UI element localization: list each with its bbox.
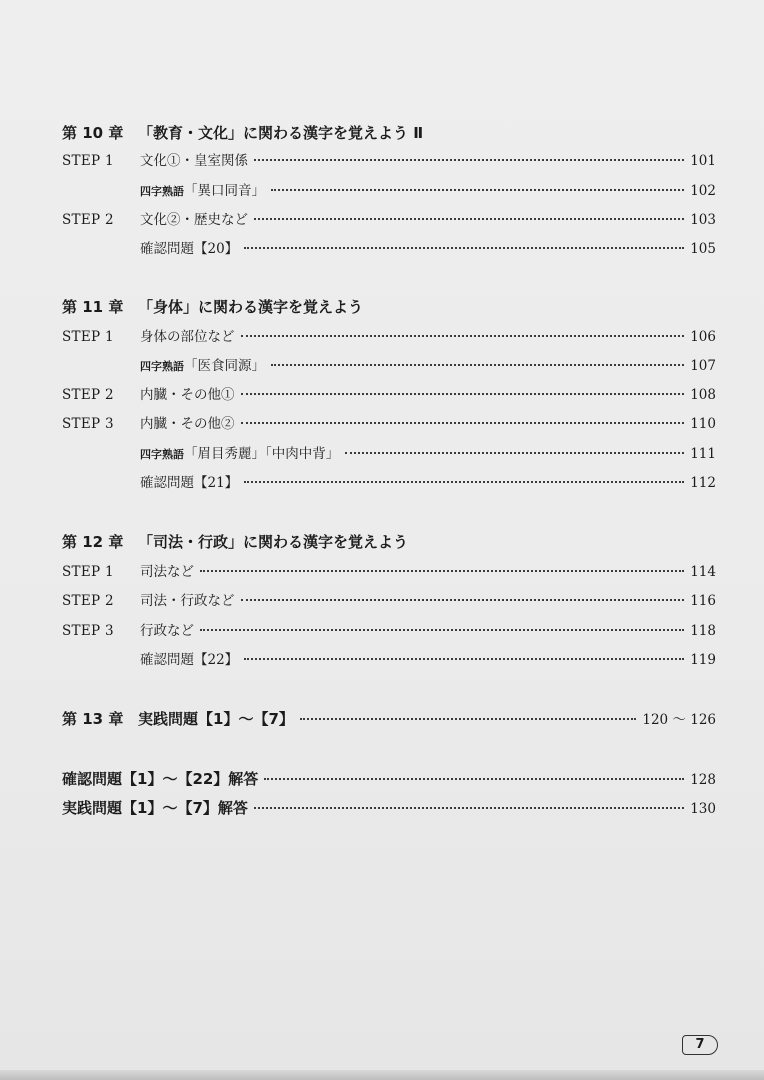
yojijukugo-tag: 四字熟語 — [140, 185, 184, 198]
step-label: STEP 3 — [62, 623, 114, 639]
entry-title: 文化①・皇室関係 — [140, 153, 248, 169]
page-number: 112 — [690, 475, 716, 491]
dot-leader — [241, 422, 685, 424]
entry-title: 司法など — [140, 564, 194, 580]
dot-leader — [254, 807, 684, 809]
toc-entry[interactable] — [62, 472, 716, 494]
chapter-title: 「教育・文化」に関わる漢字を覚えよう Ⅱ — [138, 124, 424, 142]
toc-entry[interactable] — [62, 443, 716, 465]
page-number: 108 — [690, 387, 716, 403]
toc-entry[interactable] — [62, 238, 716, 260]
answers-entry[interactable] — [62, 796, 716, 820]
page-number: 102 — [690, 183, 716, 199]
step-label: STEP 2 — [62, 387, 114, 403]
page-number: 119 — [690, 652, 716, 668]
page-number: 107 — [690, 358, 716, 374]
page-range: 120 〜 126 — [642, 712, 716, 728]
dot-leader — [200, 570, 684, 572]
chapter-13-entry[interactable] — [62, 707, 716, 731]
dot-leader — [254, 159, 684, 161]
page-number: 128 — [690, 772, 716, 788]
page-number: 105 — [690, 241, 716, 257]
entry-title: 行政など — [140, 623, 194, 639]
step-label: STEP 3 — [62, 416, 114, 432]
page-number: 103 — [690, 212, 716, 228]
chapter-title: 「身体」に関わる漢字を覚えよう — [138, 298, 364, 316]
toc-entry[interactable] — [62, 620, 716, 642]
page-number: 118 — [690, 623, 716, 639]
step-label: STEP 1 — [62, 153, 114, 169]
page-number: 114 — [690, 564, 716, 580]
toc-entry[interactable] — [62, 384, 716, 406]
page-bottom-edge — [0, 1070, 764, 1080]
chapter-title: 「司法・行政」に関わる漢字を覚えよう — [138, 533, 409, 551]
page-number: 101 — [690, 153, 716, 169]
dot-leader — [271, 364, 684, 366]
page-number: 110 — [690, 416, 716, 432]
entry-title: 確認問題【21】 — [140, 475, 239, 491]
dot-leader — [241, 599, 685, 601]
dot-leader — [300, 718, 637, 720]
entry-title: 内臓・その他② — [140, 416, 235, 432]
chapter-number: 第 12 章 — [62, 533, 124, 551]
entry-title: 確認問題【20】 — [140, 241, 239, 257]
dot-leader — [200, 629, 684, 631]
chapter-12-heading — [62, 530, 716, 554]
dot-leader — [241, 335, 685, 337]
page-number-badge: 7 — [682, 1035, 718, 1055]
chapter-number: 第 10 章 — [62, 124, 124, 142]
page-number: 130 — [690, 801, 716, 817]
answers-entry[interactable] — [62, 767, 716, 791]
answers-title: 確認問題【1】〜【22】解答 — [62, 770, 259, 788]
dot-leader — [271, 189, 684, 191]
entry-title: 身体の部位など — [140, 329, 235, 345]
dot-leader — [241, 393, 685, 395]
entry-title: 内臓・その他① — [140, 387, 235, 403]
step-label: STEP 1 — [62, 329, 114, 345]
toc-entry[interactable] — [62, 649, 716, 671]
entry-title: 「医食同源」 — [184, 358, 265, 374]
page-number: 111 — [690, 446, 716, 462]
toc-entry[interactable] — [62, 209, 716, 231]
toc-entry[interactable] — [62, 180, 716, 202]
toc-entry[interactable] — [62, 355, 716, 377]
dot-leader — [244, 247, 684, 249]
page-number: 106 — [690, 329, 716, 345]
dot-leader — [244, 658, 684, 660]
chapter-10-heading — [62, 121, 716, 145]
toc-entry[interactable] — [62, 413, 716, 435]
toc-entry[interactable] — [62, 150, 716, 172]
chapter-11-heading — [62, 295, 716, 319]
answers-title: 実践問題【1】〜【7】解答 — [62, 799, 248, 817]
dot-leader — [244, 481, 684, 483]
step-label: STEP 1 — [62, 564, 114, 580]
dot-leader — [254, 218, 684, 220]
yojijukugo-tag: 四字熟語 — [140, 448, 184, 461]
entry-title: 司法・行政など — [140, 593, 235, 609]
page-number: 116 — [690, 593, 716, 609]
chapter-number: 第 11 章 — [62, 298, 124, 316]
entry-title: 「異口同音」 — [184, 183, 265, 199]
chapter-13-heading — [62, 707, 294, 731]
dot-leader — [345, 452, 684, 454]
dot-leader — [264, 778, 684, 780]
entry-title: 「眉目秀麗」「中肉中背」 — [184, 446, 340, 462]
yojijukugo-tag: 四字熟語 — [140, 360, 184, 373]
step-label: STEP 2 — [62, 593, 114, 609]
chapter-title: 実践問題【1】〜【7】 — [138, 710, 294, 728]
chapter-number: 第 13 章 — [62, 710, 124, 728]
toc-entry[interactable] — [62, 590, 716, 612]
entry-title: 確認問題【22】 — [140, 652, 239, 668]
toc-entry[interactable] — [62, 561, 716, 583]
entry-title: 文化②・歴史など — [140, 212, 248, 228]
step-label: STEP 2 — [62, 212, 114, 228]
toc-entry[interactable] — [62, 326, 716, 348]
